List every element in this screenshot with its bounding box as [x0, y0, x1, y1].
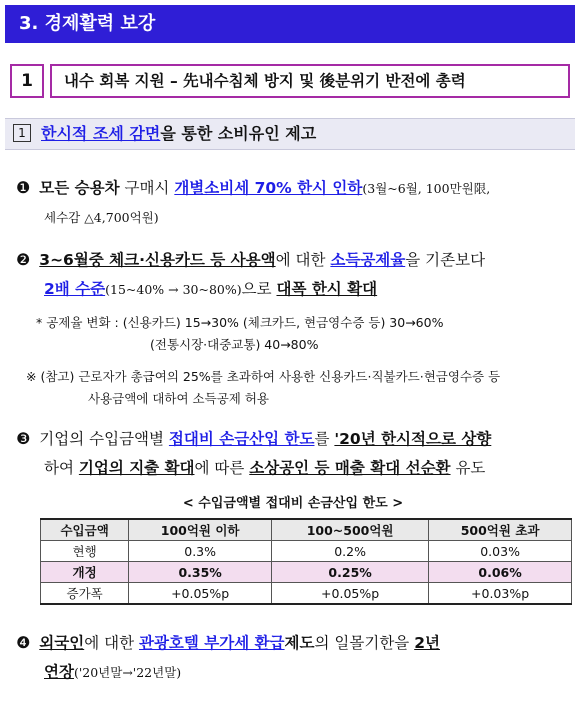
deduction-table: [40, 518, 572, 605]
item-2-highlight: 소득공제율: [330, 251, 406, 269]
table-cell: 0.25%: [272, 562, 429, 583]
item-2-subject: 3~6월중 체크·신용카드 등 사용액: [39, 251, 276, 269]
subsection-number: 1: [13, 124, 31, 142]
item-4: [16, 628, 576, 687]
bullet-1-icon: ❶: [16, 178, 31, 197]
table-header-row: [41, 519, 572, 541]
section-number: 1: [10, 64, 44, 98]
subsection-title-rest: 을 통한 소비유인 제고: [160, 124, 317, 143]
item-4-emphasis-2: 연장: [44, 663, 74, 681]
table-cell: 증가폭: [41, 583, 129, 605]
table-cell: 개정: [41, 562, 129, 583]
item-3-text-b: 를: [314, 430, 335, 448]
subsection-title-highlight: 한시적 조세 감면: [41, 124, 161, 143]
bullet-3-icon: ❸: [16, 429, 31, 448]
item-4-text: 에 대한: [84, 634, 139, 652]
item-2-text: 에 대한: [275, 251, 331, 269]
page-title: 3. 경제활력 보강: [5, 5, 575, 43]
item-3-emphasis: '20년 한시적으로 상향: [334, 430, 492, 448]
table-row: [41, 562, 572, 583]
table-cell: +0.05%p: [129, 583, 272, 605]
item-1: [16, 173, 576, 232]
table-header-cell: 100~500억원: [272, 519, 429, 541]
bullet-2-icon: ❷: [16, 250, 31, 269]
table-cell: +0.03%p: [429, 583, 572, 605]
item-1-subject: 모든 승용차: [39, 179, 120, 197]
table-cell: 현행: [41, 541, 129, 562]
item-3-text-d: 에 따른: [194, 459, 250, 477]
item-1-text: 구매시: [119, 179, 175, 197]
item-2: [16, 245, 576, 304]
item-1-highlight: 개별소비세 70% 한시 인하: [174, 179, 363, 197]
table-header-cell: 500억원 초과: [429, 519, 572, 541]
subsection-header: [5, 118, 575, 150]
item-2-text-c: 으로: [241, 280, 277, 298]
item-4-subject: 외국인: [39, 634, 85, 652]
note-1-line1: * 공제율 변화 : (신용카드) 15→30% (체크카드, 현금영수증 등) 30→60%: [36, 315, 444, 330]
note-2-line2: 사용금액에 대하여 소득공제 허용: [88, 391, 269, 406]
table-row: [41, 541, 572, 562]
table-header-cell: 100억원 이하: [129, 519, 272, 541]
item-3: [16, 424, 576, 483]
item-4-text-b: 제도: [284, 634, 315, 652]
item-2-text-b: 을 기존보다: [405, 251, 486, 269]
item-4-highlight: 관광호텔 부가세 환급: [138, 634, 285, 652]
item-3-text: 기업의 수입금액별: [39, 430, 169, 448]
table-cell: +0.05%p: [272, 583, 429, 605]
table-cell: 0.3%: [129, 541, 272, 562]
item-3-highlight: 접대비 손금산입 한도: [168, 430, 315, 448]
item-2-highlight-2: 2배 수준: [44, 280, 106, 298]
note-2-line1: ※ (참고) 근로자가 총급여의 25%를 초과하여 사용한 신용카드·직불카드·현금영수증 등: [26, 369, 501, 384]
table-cell: 0.06%: [429, 562, 572, 583]
item-1-detail: (3월~6월, 100만원限,: [362, 181, 491, 196]
item-4-emphasis: 2년: [414, 634, 440, 652]
note-1-line2: (전통시장·대중교통) 40→80%: [150, 337, 319, 352]
table-header-cell: 수입금액: [41, 519, 129, 541]
item-3-emphasis-3: 소상공인 등 매출 확대 선순환: [249, 459, 451, 477]
item-4-text-c: 의 일몰기한을: [314, 634, 415, 652]
section-title: 내수 회복 지원 – 先내수침체 방지 및 後분위기 반전에 총력: [50, 64, 570, 98]
table-cell: 0.35%: [129, 562, 272, 583]
table-cell: 0.2%: [272, 541, 429, 562]
item-3-text-e: 유도: [450, 459, 486, 477]
item-4-detail: ('20년말→'22년말): [73, 665, 182, 680]
bullet-4-icon: ❹: [16, 633, 31, 652]
item-3-text-c: 하여: [44, 459, 79, 477]
item-2-detail: (15~40% → 30~80%): [105, 282, 242, 297]
table-row: [41, 583, 572, 605]
table-title: < 수입금액별 접대비 손금산입 한도 >: [182, 496, 404, 511]
item-3-emphasis-2: 기업의 지출 확대: [78, 459, 195, 477]
item-2-emphasis: 대폭 한시 확대: [276, 280, 378, 298]
table-cell: 0.03%: [429, 541, 572, 562]
item-1-detail-line2: 세수감 △4,700억원): [44, 210, 159, 225]
